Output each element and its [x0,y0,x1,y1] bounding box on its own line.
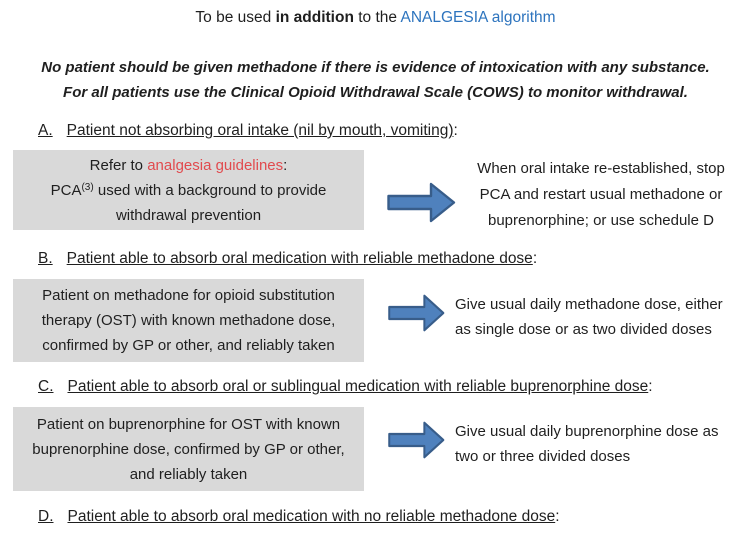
section-b-box-line1: Patient on methadone for opioid substitution [42,287,335,304]
section-a-box-line1 [13,153,364,178]
section-a-condition-box [13,150,364,230]
section-a-result-line2: PCA and restart usual methadone or [479,186,723,203]
section-d-heading [38,508,560,526]
section-c-box-line1: Patient on buprenorphine for OST with known [36,415,341,433]
section-a-letter: A. [38,122,53,139]
section-c-condition-box [13,407,364,491]
section-d-letter: D. [38,508,54,525]
section-b-box-line3: confirmed by GP or other, and reliably taken [42,337,335,354]
section-b-right-arrow-icon [388,293,445,333]
title-bold-phrase: in addition [275,9,354,26]
section-a-heading [38,122,458,140]
intro-line-2: For all patients use the Clinical Opioid Withdrawal Scale (COWS) to monitor withdrawal. [63,84,688,101]
intro-line-1: No patient should be given methadone if there is evidence of intoxication with any substance. [41,59,710,76]
title-part1: To be used [195,9,276,26]
pca-rest: used with a background to provide [93,181,327,199]
section-a-result-line1: When oral intake re-established, stop [477,160,725,177]
pca-text: PCA [50,181,82,199]
page-title [0,9,751,27]
section-a-result-text [452,156,750,234]
section-a-heading-colon: : [453,122,458,139]
section-b-heading [38,250,537,268]
refer-suffix: : [283,156,288,174]
section-b-result-text [455,292,751,342]
section-c-result-line1: Give usual daily buprenorphine dose as [455,423,719,440]
section-c-result-line2: two or three divided doses [455,448,631,465]
pca-footnote-superscript: (3) [81,181,94,193]
section-a-box-line2 [13,178,364,203]
refer-prefix: Refer to [89,156,148,174]
title-part2: to the [353,9,401,26]
section-b-heading-text: Patient able to absorb oral medication with reliable methadone dose [66,250,533,267]
intro-warning [0,55,751,105]
section-a-heading-text: Patient not absorbing oral intake (nil by mouth, vomiting) [66,122,454,139]
section-a-box-line3: withdrawal prevention [115,206,262,224]
section-a-right-arrow-icon [387,181,456,224]
section-b-condition-box [13,279,364,362]
section-b-box-line2: therapy (OST) with known methadone dose, [41,312,336,329]
section-d-heading-text: Patient able to absorb oral medication with no reliable methadone dose [67,508,556,525]
section-c-heading [38,378,653,396]
section-d-heading-colon: : [555,508,560,525]
section-c-heading-colon: : [648,378,653,395]
section-b-letter: B. [38,250,53,267]
analgesia-algorithm-link[interactable]: ANALGESIA algorithm [400,9,556,26]
section-a-result-line3: buprenorphine; or use schedule D [488,212,714,229]
section-c-box-line3: and reliably taken [129,465,248,483]
section-c-letter: C. [38,378,54,395]
section-b-heading-colon: : [532,250,538,267]
section-c-box-line2: buprenorphine dose, confirmed by GP or other, [32,440,345,458]
section-b-result-line1: Give usual daily methadone dose, either [455,296,723,313]
section-c-heading-text: Patient able to absorb oral or sublingual medication with reliable buprenorphine dose [67,378,649,395]
analgesia-guidelines-link[interactable]: analgesia guidelines [147,156,284,174]
section-c-right-arrow-icon [388,420,445,460]
section-c-result-text [455,419,751,469]
section-b-result-line2: as single dose or as two divided doses [455,321,712,338]
